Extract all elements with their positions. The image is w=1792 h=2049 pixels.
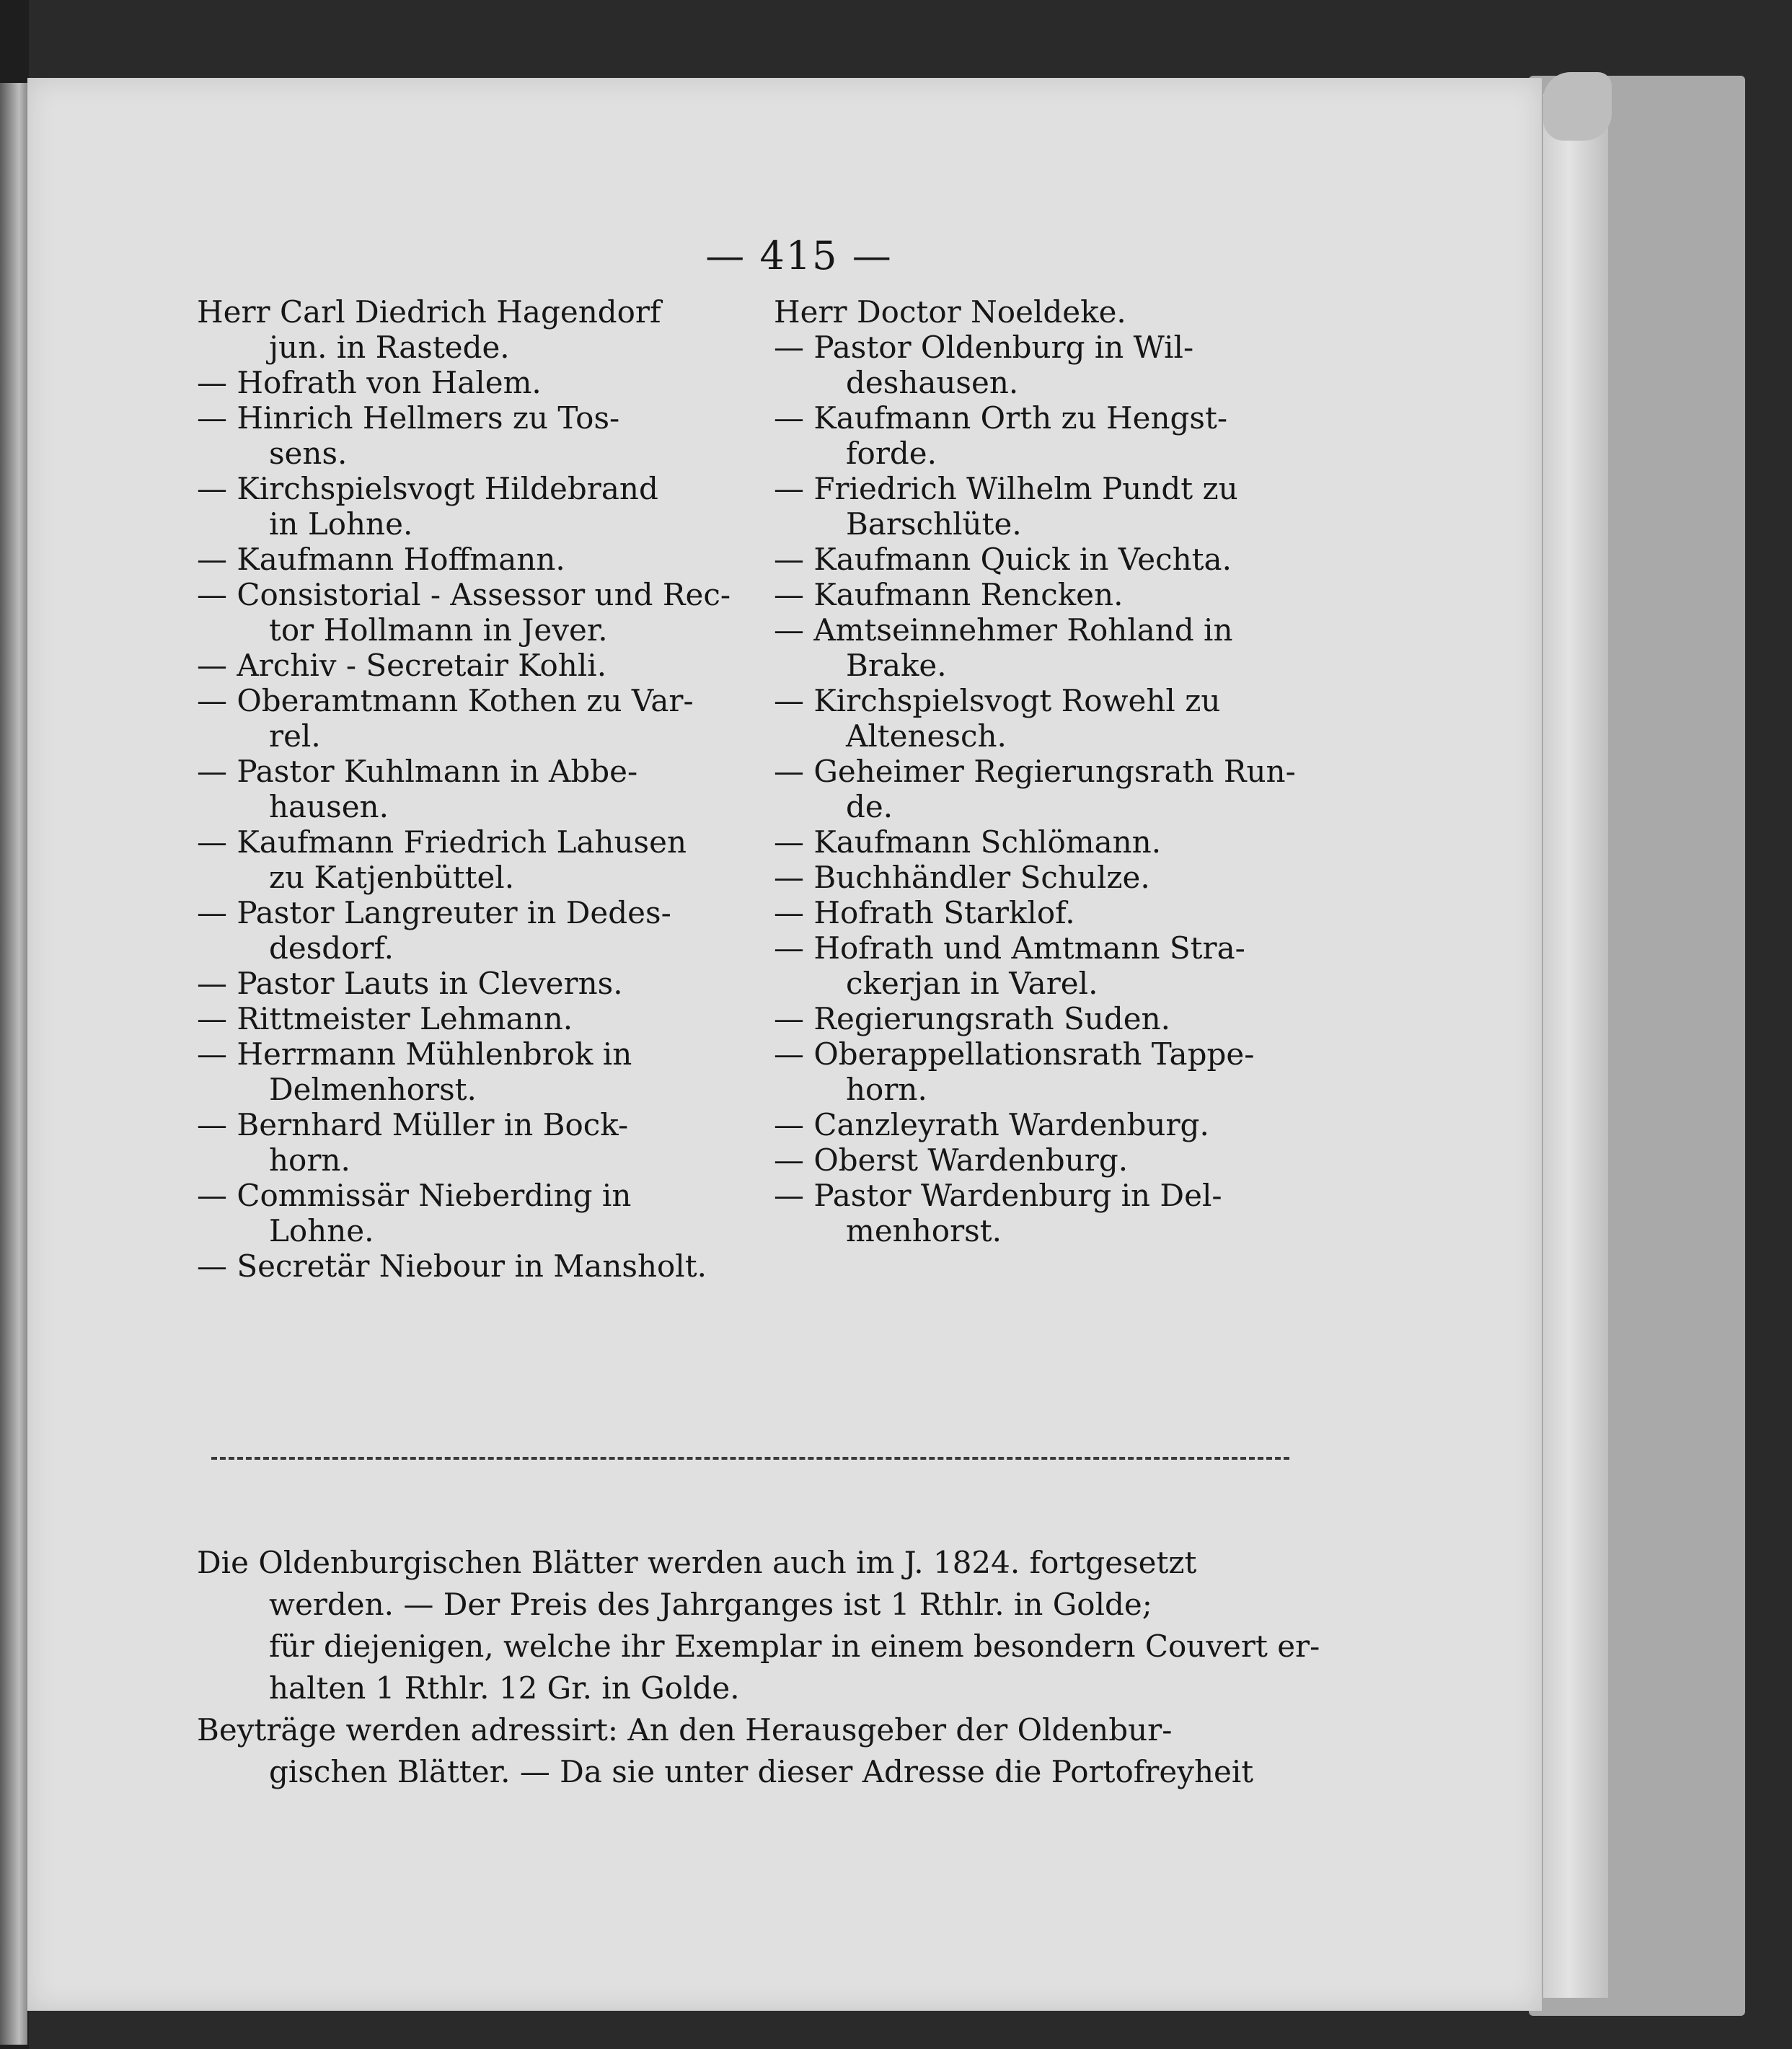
subscriber-entry	[774, 683, 1325, 754]
subscriber-entry	[774, 471, 1325, 542]
subscriber-entry	[197, 1001, 752, 1036]
subscriber-entry	[197, 400, 752, 471]
subscriber-name-line: — Commissär Nieberding in	[197, 1178, 632, 1213]
notice-line: Beyträge werden adressirt: An den Herausgeber der Oldenbur-	[197, 1712, 1173, 1748]
subscriber-continuation-line: menhorst.	[846, 1213, 1002, 1248]
subscriber-continuation-line: horn.	[269, 1142, 350, 1178]
subscriber-entry	[774, 1142, 1325, 1178]
subscriber-entry	[774, 294, 1325, 330]
subscriber-entry	[774, 824, 1325, 860]
subscriber-name-line: — Kaufmann Orth zu Hengst-	[774, 400, 1228, 436]
book-page	[27, 78, 1542, 2011]
subscriber-continuation-line: desdorf.	[269, 930, 394, 966]
subscriber-name-line: — Pastor Kuhlmann in Abbe-	[197, 754, 638, 789]
subscriber-entry	[197, 824, 752, 895]
subscriber-name-line: — Buchhändler Schulze.	[774, 860, 1150, 895]
subscriber-continuation-line: Barschlüte.	[846, 506, 1022, 542]
subscriber-name-line: — Archiv - Secretair Kohli.	[197, 648, 607, 683]
subscriber-continuation-line: in Lohne.	[269, 506, 413, 542]
subscriber-entry	[197, 683, 752, 754]
subscriber-name-line: — Herrmann Mühlenbrok in	[197, 1036, 632, 1072]
subscriber-entry	[774, 400, 1325, 471]
subscriber-entry	[774, 1107, 1325, 1142]
subscriber-entry	[197, 542, 752, 577]
subscriber-entry	[774, 895, 1325, 930]
subscriber-name-line: — Consistorial - Assessor und Rec-	[197, 577, 731, 612]
subscriber-continuation-line: horn.	[846, 1072, 927, 1107]
section-divider	[211, 1457, 1289, 1460]
subscriber-name-line: — Friedrich Wilhelm Pundt zu	[774, 471, 1238, 506]
subscriber-name-line: — Oberst Wardenburg.	[774, 1142, 1129, 1178]
subscriber-continuation-line: Brake.	[846, 648, 947, 683]
subscriber-name-line: — Bernhard Müller in Bock-	[197, 1107, 629, 1142]
subscriber-continuation-line: forde.	[846, 436, 937, 471]
subscriber-continuation-line: Delmenhorst.	[269, 1072, 477, 1107]
subscriber-continuation-line: tor Hollmann in Jever.	[269, 612, 608, 648]
notice-line: gischen Blätter. — Da sie unter dieser Adresse die Portofreyheit	[269, 1754, 1254, 1789]
subscriber-name-line: Herr Doctor Noeldeke.	[774, 294, 1126, 330]
subscriber-continuation-line: deshausen.	[846, 365, 1019, 400]
subscriber-continuation-line: jun. in Rastede.	[269, 330, 510, 365]
subscriber-entry	[197, 966, 752, 1001]
notice-line: halten 1 Rthlr. 12 Gr. in Golde.	[269, 1670, 740, 1706]
subscriber-name-line: — Hofrath von Halem.	[197, 365, 542, 400]
subscriber-name-line: — Pastor Oldenburg in Wil-	[774, 330, 1194, 365]
subscriber-name-line: Herr Carl Diedrich Hagendorf	[197, 294, 661, 330]
subscriber-name-line: — Secretär Niebour in Mansholt.	[197, 1248, 707, 1284]
contributions-notice	[197, 1709, 1322, 1793]
subscriber-entry	[774, 330, 1325, 400]
subscriber-continuation-line: de.	[846, 789, 893, 824]
subscriber-list-left	[197, 294, 752, 1284]
subscriber-name-line: — Pastor Lauts in Cleverns.	[197, 966, 623, 1001]
subscriber-name-line: — Kirchspielsvogt Hildebrand	[197, 471, 658, 506]
subscriber-name-line: — Oberappellationsrath Tappe-	[774, 1036, 1255, 1072]
subscriber-entry	[774, 930, 1325, 1001]
subscriber-name-line: — Regierungsrath Suden.	[774, 1001, 1170, 1036]
notice-line: werden. — Der Preis des Jahrganges ist 1 Rthlr. in Golde;	[269, 1587, 1152, 1622]
subscriber-continuation-line: Altenesch.	[846, 718, 1007, 754]
subscriber-continuation-line: sens.	[269, 436, 348, 471]
subscriber-entry	[197, 294, 752, 365]
subscription-notice	[197, 1542, 1322, 1709]
subscriber-entry	[197, 577, 752, 648]
subscriber-name-line: — Canzleyrath Wardenburg.	[774, 1107, 1209, 1142]
subscriber-name-line: — Hinrich Hellmers zu Tos-	[197, 400, 620, 436]
subscriber-entry	[197, 754, 752, 824]
subscriber-entry	[197, 1178, 752, 1248]
subscriber-list-right	[774, 294, 1325, 1248]
subscriber-name-line: — Kaufmann Hoffmann.	[197, 542, 565, 577]
subscriber-name-line: — Rittmeister Lehmann.	[197, 1001, 573, 1036]
subscriber-entry	[197, 1107, 752, 1178]
subscriber-name-line: — Amtseinnehmer Rohland in	[774, 612, 1233, 648]
subscriber-name-line: — Hofrath Starklof.	[774, 895, 1075, 930]
facing-page-edge	[0, 83, 27, 2045]
page-number: — 415 —	[705, 233, 893, 278]
subscriber-continuation-line: Lohne.	[269, 1213, 374, 1248]
subscriber-name-line: — Kaufmann Rencken.	[774, 577, 1124, 612]
subscriber-continuation-line: ckerjan in Varel.	[846, 966, 1098, 1001]
subscriber-entry	[774, 860, 1325, 895]
subscriber-entry	[774, 612, 1325, 683]
subscriber-entry	[197, 895, 752, 966]
page-stack-edge	[1543, 94, 1608, 1998]
subscriber-entry	[774, 1001, 1325, 1036]
subscriber-entry	[197, 1036, 752, 1107]
notice-line: Die Oldenburgischen Blätter werden auch im J. 1824. fortgesetzt	[197, 1545, 1197, 1580]
subscriber-name-line: — Pastor Wardenburg in Del-	[774, 1178, 1222, 1213]
subscriber-entry	[774, 542, 1325, 577]
subscriber-entry	[774, 1178, 1325, 1248]
subscriber-entry	[197, 648, 752, 683]
subscriber-entry	[197, 1248, 752, 1284]
subscriber-name-line: — Kaufmann Schlömann.	[774, 824, 1162, 860]
subscriber-continuation-line: hausen.	[269, 789, 389, 824]
subscriber-name-line: — Hofrath und Amtmann Stra-	[774, 930, 1245, 966]
subscriber-name-line: — Kirchspielsvogt Rowehl zu	[774, 683, 1221, 718]
notice-line: für diejenigen, welche ihr Exemplar in einem besondern Couvert er-	[269, 1629, 1320, 1664]
subscriber-continuation-line: zu Katjenbüttel.	[269, 860, 515, 895]
worn-page-corner	[1543, 72, 1612, 141]
subscriber-entry	[197, 471, 752, 542]
page-content	[27, 78, 1542, 2011]
subscriber-name-line: — Kaufmann Friedrich Lahusen	[197, 824, 687, 860]
subscriber-entry	[197, 365, 752, 400]
subscriber-entry	[774, 577, 1325, 612]
subscriber-name-line: — Kaufmann Quick in Vechta.	[774, 542, 1232, 577]
subscriber-name-line: — Geheimer Regierungsrath Run-	[774, 754, 1296, 789]
subscriber-entry	[774, 1036, 1325, 1107]
subscriber-entry	[774, 754, 1325, 824]
subscriber-name-line: — Oberamtmann Kothen zu Var-	[197, 683, 694, 718]
subscriber-name-line: — Pastor Langreuter in Dedes-	[197, 895, 671, 930]
subscriber-continuation-line: rel.	[269, 718, 321, 754]
